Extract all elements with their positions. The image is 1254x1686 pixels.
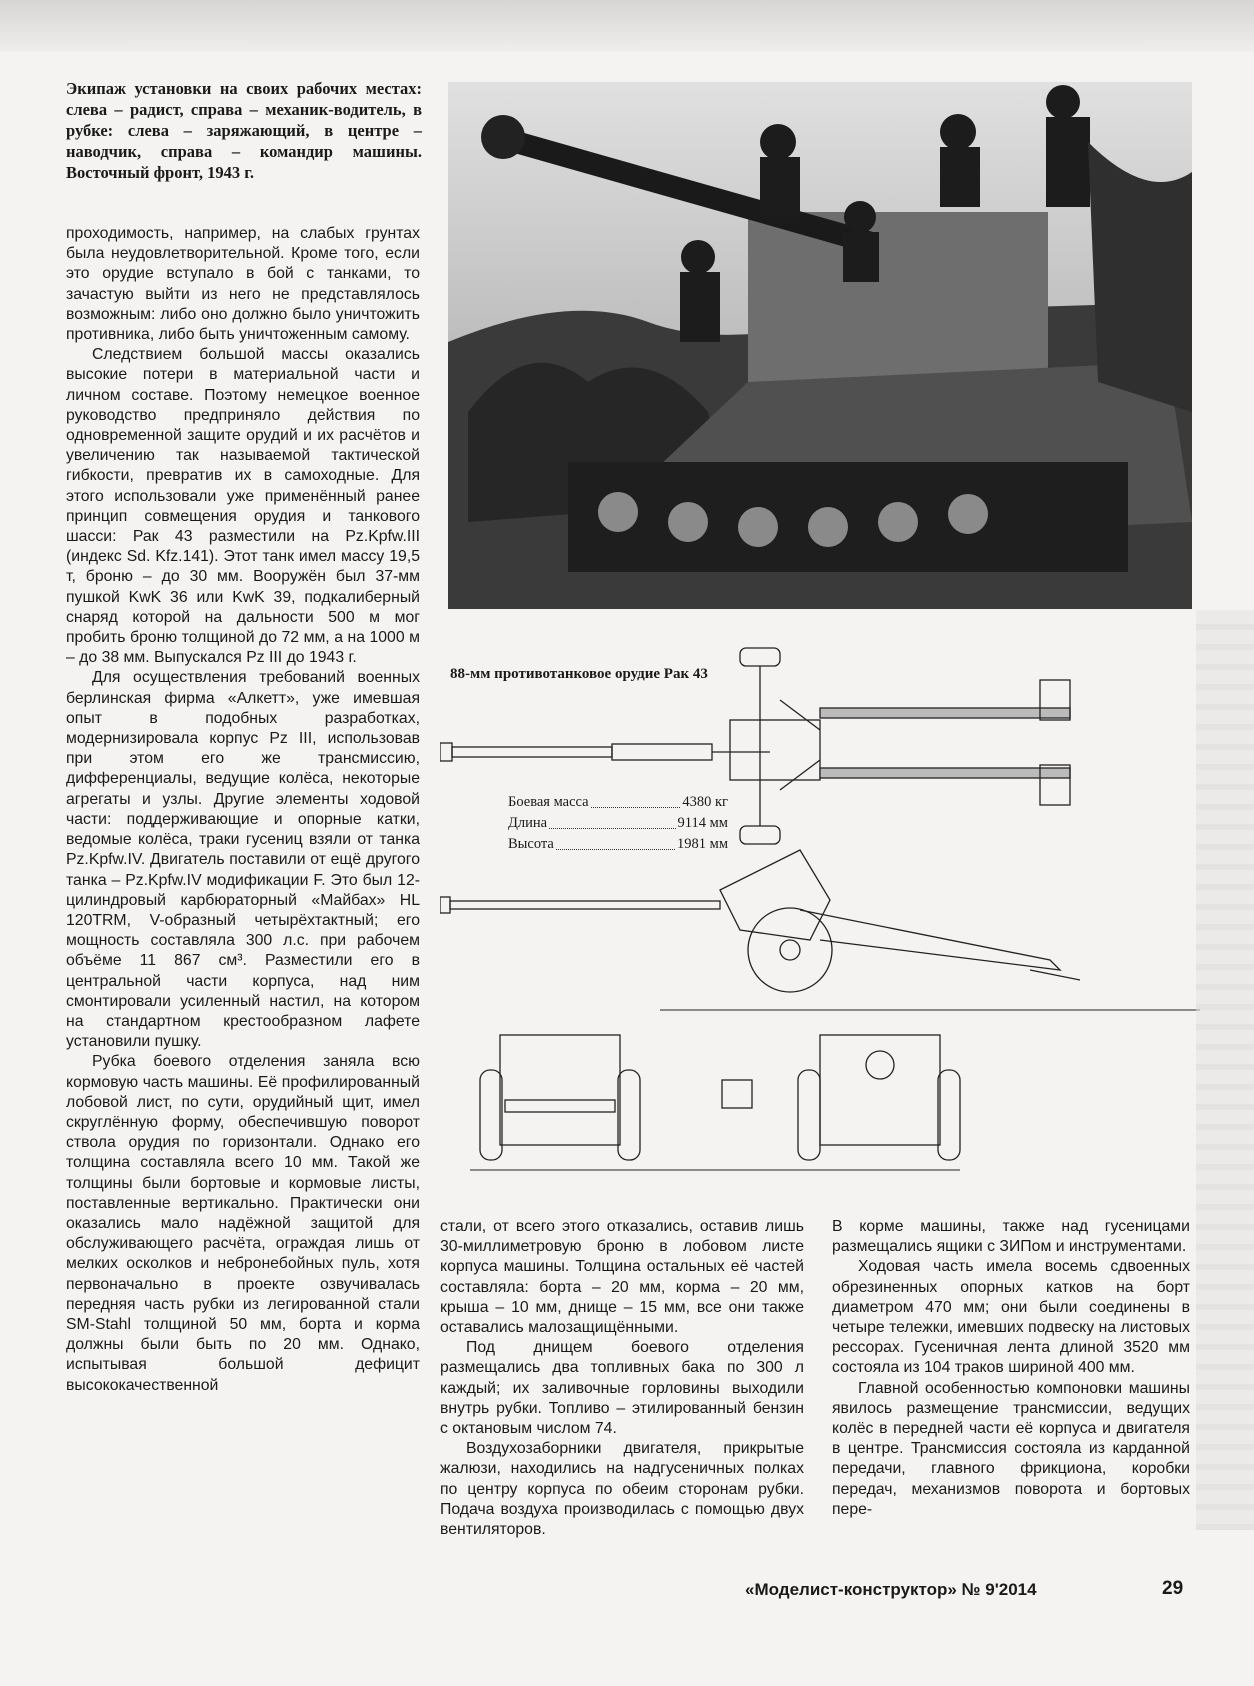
paragraph: Под днищем боевого отделения размещались два топливных бака по 300 л каждый; их заливочные горловины выходили внутрь рубки. Топливо – этилированный бензин с октановым числом 74. [440,1339,804,1438]
paragraph: стали, от всего этого отказались, оставив лишь 30-миллиметровую броню в лобовом листе корпуса машины. Толщина остальных её частей составляла: борта – 20 мм, корма – 20 мм, крыша – 10 мм, днище – 15 мм, все они также оставались малозащищёнными. [440,1218,804,1337]
paragraph: Рубка боевого отделения заняла всю кормовую часть машины. Её профилированный лобовой лист, по сути, орудийный щит, имел скруглённую форму, обеспечившую поворот ствола орудия по горизонтали. Однако его толщина составляла всего 10 мм. Такой же толщины были бортовые и кормовые листы, поставленные вертикально. Практически они оказались мало надёжной защитой для обслуживающего расчёта, ограждая лишь от мелких осколков и небронебойных пуль, хотя первоначально в проекте озвучивалась передняя часть рубки из легированной стали SM-Stahl толщиной 50 мм, борта и корма должны были быть по 20 мм. Однако, испытывая большой дефицит высококачественной [66,1053,420,1394]
paragraph: Для осуществления требований военных берлинская фирма «Алкетт», уже имевшая опыт в подобных разработках, модернизировала корпус Pz III, использовав при этом его же трансмиссию, дифференциалы, ведущие колёса, некоторые агрегаты и узлы. Другие элементы ходовой части: поддерживающие и опорные катки, ведомые колёса, траки гусениц взяли от танка Pz.Kpfw.IV. Двигатель поставили от ещё другого танка – Pz.Kpfw.IV модификации F. Это был 12-цилиндровый карбюраторный «Майбах» HL 120TRM, V-образный четырёхтактный; его мощность составляла 300 л.с. при рабочем объёме 11 867 см³. Разместили его в центральной части корпуса, над ним смонтировали усиленный настил, на котором на стандартном крестообразном лафете установили пушку. [66,669,420,1051]
paragraph: Воздухозаборники двигателя, прикрытые жалюзи, находились на надгусеничных полках по центру корпуса по обеим сторонам рубки. Подача воздуха производилась с помощью двух вентиляторов. [440,1440,804,1539]
spec-label: Длина [508,815,548,831]
text-column-1 [66,224,420,1396]
scan-edge [0,0,1254,52]
leader-dots [549,813,675,829]
specs-table [508,792,728,855]
spec-row [508,834,728,855]
footer-journal: «Моделист-конструктор» № 9'2014 [745,1580,1037,1599]
paragraph: проходимость, например, на слабых грунтах была неудовлетворительной. Кроме того, если это орудие вступало в бой с танками, то зачастую выйти из него не представлялось возможным: либо оно должно было уничтожить противника, либо быть уничтоженным самому. [66,225,420,344]
spec-row [508,792,728,813]
spec-value: 9114 мм [677,815,728,831]
photo-caption: Экипаж установки на своих рабочих местах: слева – радист, справа – механик-водитель, в рубке: слева – заряжающий, в центре – наводчик, справа – командир машины. Восточный фронт, 1943 г. [66,79,422,182]
spec-value: 1981 мм [677,836,728,852]
spec-row [508,813,728,834]
spec-label: Боевая масса [508,794,589,810]
drawing-caption: 88-мм противотанковое орудие Рак 43 [450,666,708,682]
spec-label: Высота [508,836,554,852]
leader-dots [556,834,675,850]
text-column-2 [440,1217,804,1540]
leader-dots [591,792,681,808]
adjacent-page-bleed [1196,610,1254,1530]
gun-drawing [440,640,1200,1200]
tank-photo [448,82,1192,609]
paragraph: Ходовая часть имела восемь сдвоенных обрезиненных опорных катков на борт диаметром 470 мм; они были соединены в четыре тележки, имевших подвеску на листовых рессорах. Гусеничная лента длиной 3520 мм состояла из 104 траков шириной 400 мм. [832,1258,1190,1377]
text-column-3 [832,1217,1190,1520]
paragraph: Главной особенностью компоновки машины явилось размещение трансмиссии, ведущих колёс в передней части её корпуса и двигателя в центре. Трансмиссия состояла из карданной передачи, главного фрикциона, коробки передач, механизмов поворота и бортовых пере- [832,1379,1190,1518]
paragraph: В корме машины, также над гусеницами размещались ящики с ЗИПом и инструментами. [832,1218,1190,1256]
spec-value: 4380 кг [682,794,728,810]
paragraph: Следствием большой массы оказались высокие потери в материальной части и личном составе. Поэтому немецкое военное руководство предприняло действия по одновременной защите орудий и их расчётов и увеличению так называемой тактической гибкости, превратив их в самоходные. Для этого использовали уже применённый ранее принцип совмещения орудия и танкового шасси: Рак 43 разместили на Pz.Kpfw.III (индекс Sd. Kfz.141). Этот танк имел массу 19,5 т, броню – до 30 мм. Вооружён был 37-мм пушкой KwK 36 или KwK 39, подкалиберный снаряд которой на дальности 500 м мог пробить броню толщиной до 72 мм, а на 1000 м – до 38 мм. Выпускался Pz III до 1943 г. [66,346,420,667]
page-number: 29 [1162,1578,1184,1599]
